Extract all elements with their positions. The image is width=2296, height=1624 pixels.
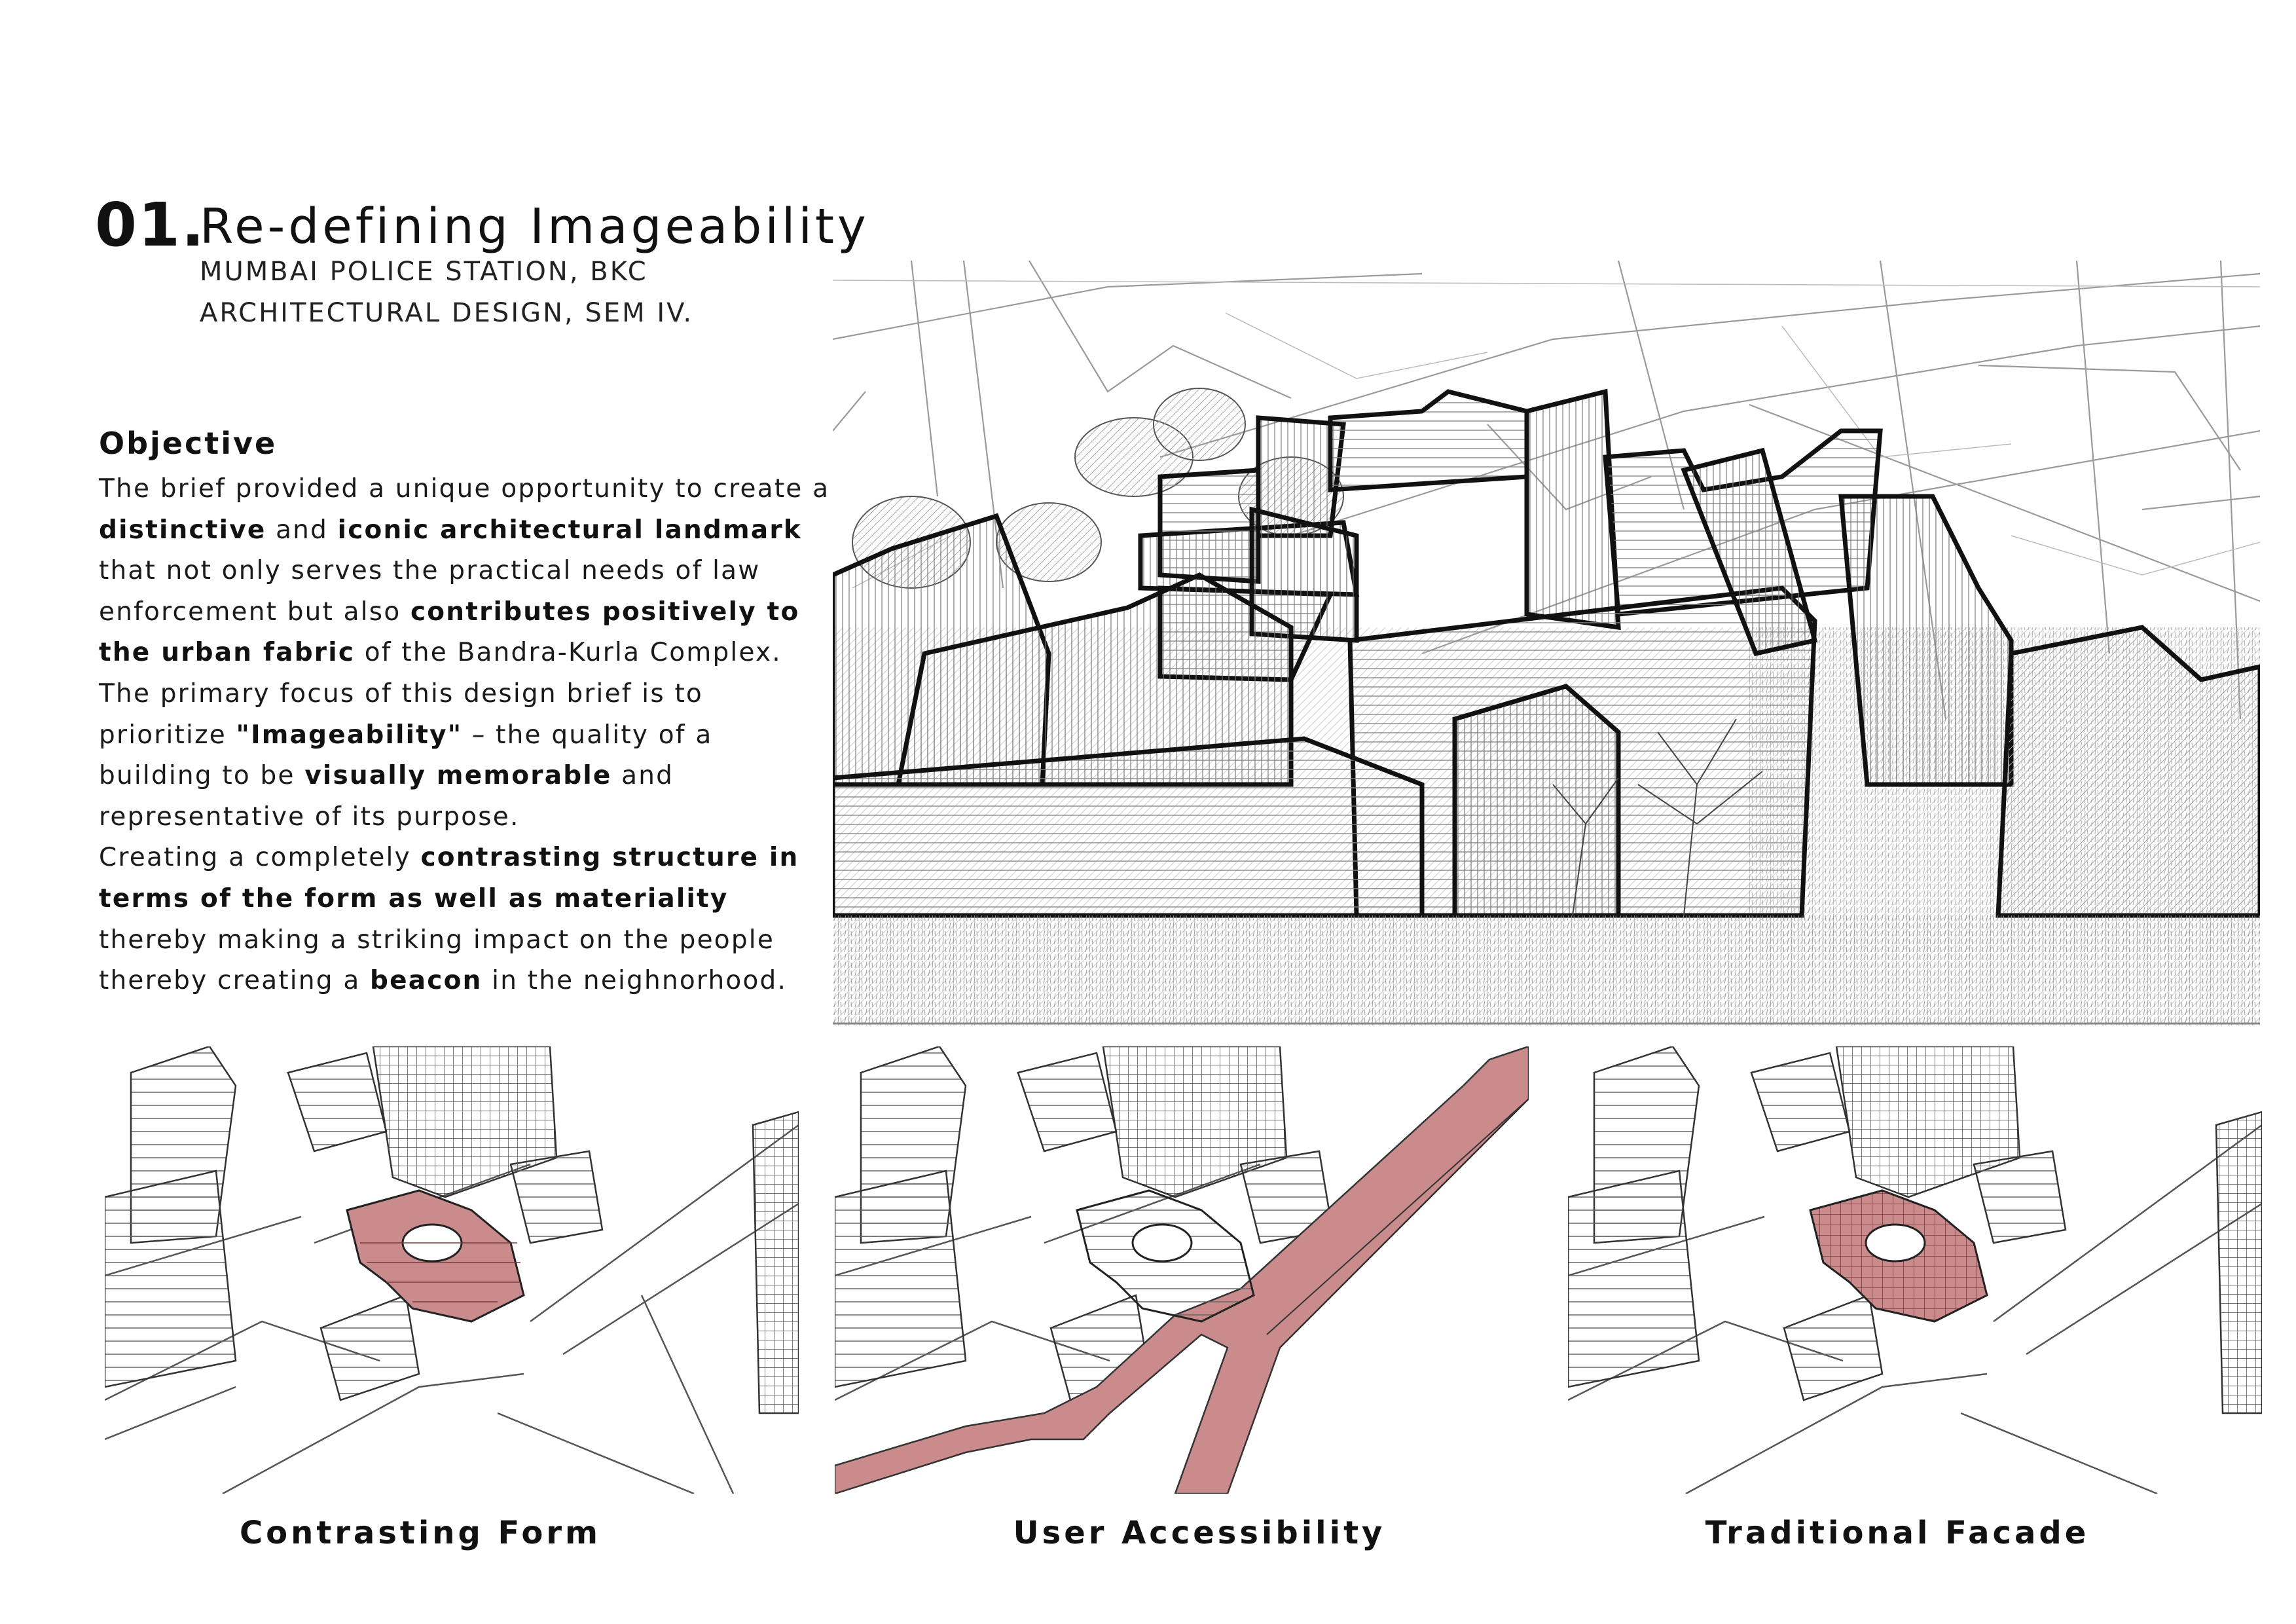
project-subtitle-course: ARCHITECTURAL DESIGN, SEM IV. xyxy=(200,298,694,328)
caption-traditional-facade: Traditional Facade xyxy=(1705,1515,2090,1551)
caption-contrasting-form: Contrasting Form xyxy=(239,1515,602,1551)
emphasis: contrasting structure in terms of the form as well as materiality xyxy=(99,843,799,913)
emphasis: "Imageability" xyxy=(236,720,463,750)
objective-body xyxy=(99,469,832,1002)
text-segment: and representative of its purpose. xyxy=(99,761,674,832)
objective-paragraph-2 xyxy=(99,838,832,1001)
objective-heading: Objective xyxy=(99,426,278,461)
objective-paragraph-1 xyxy=(99,469,832,838)
text-segment: Creating a completely xyxy=(99,843,421,873)
building-sketch xyxy=(833,261,2260,1025)
text-segment: in the neighnorhood. xyxy=(482,966,788,996)
emphasis: visually memorable xyxy=(304,761,612,791)
project-number: 01. xyxy=(95,190,206,260)
project-title: Re-defining Imageability xyxy=(200,198,869,255)
emphasis: beacon xyxy=(370,966,483,996)
text-segment: that not only serves the practical needs of law enforcement but also xyxy=(99,556,761,627)
emphasis: iconic architectural landmark xyxy=(337,515,802,545)
emphasis: distinctive xyxy=(99,515,266,545)
diagram-user-accessibility xyxy=(835,1046,1529,1494)
project-subtitle-location: MUMBAI POLICE STATION, BKC xyxy=(200,257,648,287)
caption-user-accessibility: User Accessibility xyxy=(1013,1515,1386,1551)
text-segment: The brief provided a unique opportunity to create a xyxy=(99,474,830,504)
text-segment: – the quality of a building to be xyxy=(99,720,713,791)
hero-sketch-illustration xyxy=(833,261,2260,1025)
text-segment: of the Bandra-Kurla Complex. The primary focus of this design brief is to prioritize xyxy=(99,638,782,750)
axonometric-diagram xyxy=(835,1046,1529,1494)
text-segment: thereby making a striking impact on the people thereby creating a xyxy=(99,925,775,996)
axonometric-diagram xyxy=(105,1046,799,1494)
text-segment: and xyxy=(266,515,338,545)
diagram-contrasting-form xyxy=(105,1046,799,1494)
axonometric-diagram xyxy=(1568,1046,2262,1494)
diagram-traditional-facade xyxy=(1568,1046,2262,1494)
emphasis: contributes positively to the urban fabric xyxy=(99,597,800,668)
